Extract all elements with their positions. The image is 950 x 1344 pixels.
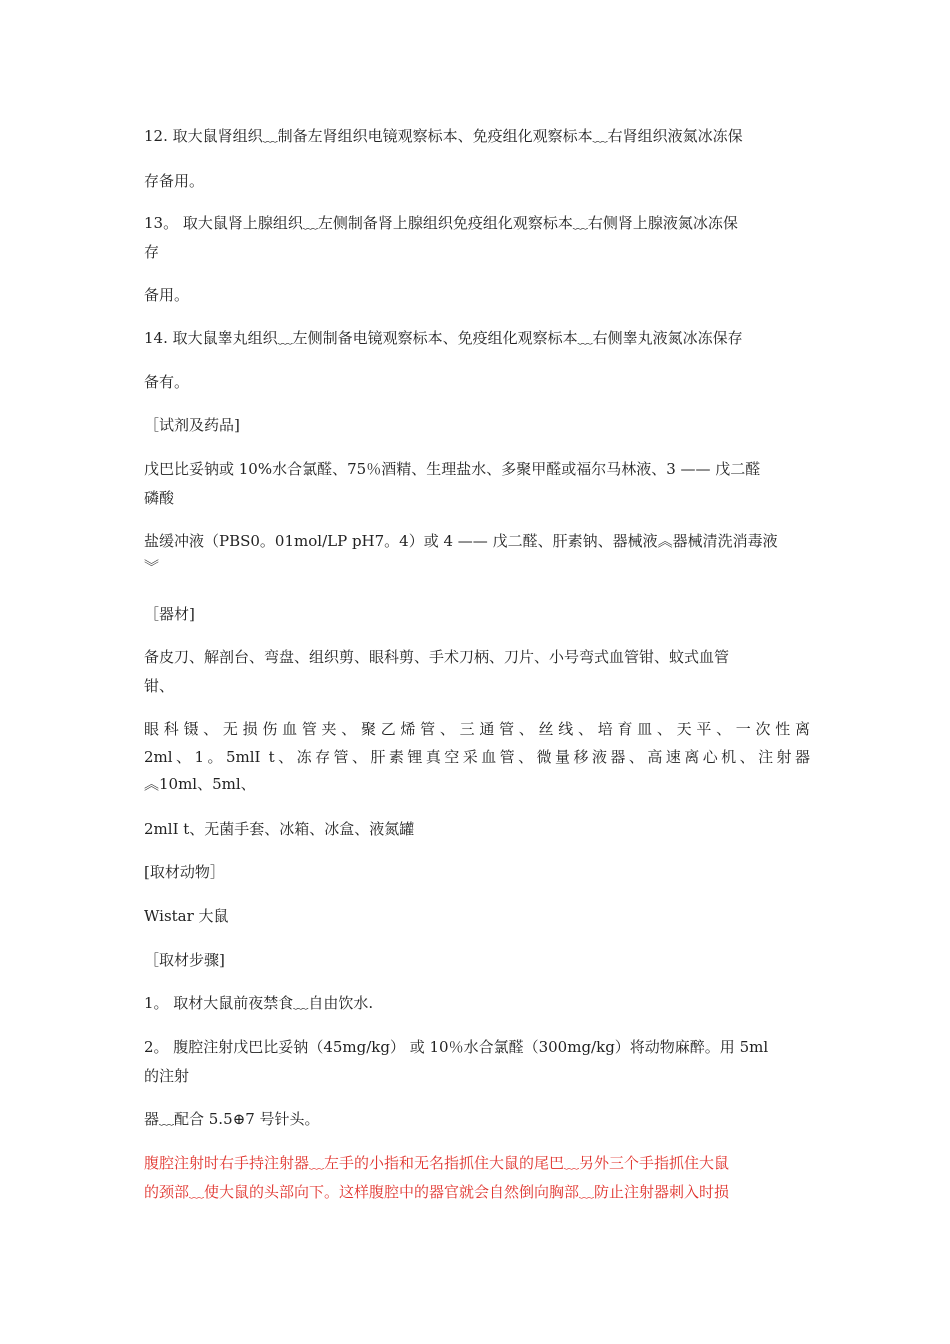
text-line: 的注射 [144,1067,190,1085]
text-line: 存 [144,243,160,261]
text-line: 眼科镊、无损伤血管夹、聚乙烯管、三通管、丝线、培育皿、天平、一次性离 [144,720,810,738]
text-line: 13。 取大鼠肾上腺组织﹏左侧制备肾上腺组织免疫组化观察标本﹏右侧肾上腺液氮冰冻保 [144,214,738,232]
section-heading: ［取材步骤] [144,951,225,969]
text-line: 盐缓冲液（PBS0。01mol/LP pH7。4）或 4 —— 戊二醛、肝素钠、器械液︽器械清洗消毒液 [144,532,778,550]
text-line: 14. 取大鼠睾丸组织﹏左侧制备电镜观察标本、免疫组化观察标本﹏右侧睾丸液氮冰冻保存 [144,329,743,347]
section-heading: ［试剂及药品] [144,416,240,434]
text-line: 备用。 [144,286,190,304]
highlighted-text-line: 腹腔注射时右手持注射器﹏左手的小指和无名指抓住大鼠的尾巴﹏另外三个手指抓住大鼠 [144,1154,730,1172]
text-line: 12. 取大鼠肾组织﹏制备左肾组织电镜观察标本、免疫组化观察标本﹏右肾组织液氮冰冻保 [144,127,743,145]
highlighted-text-line: 的颈部﹏使大鼠的头部向下。这样腹腔中的器官就会自然倒向胸部﹏防止注射器刺入时损 [144,1183,730,1201]
text-line: Wistar 大鼠 [144,907,229,925]
text-line: 备有。 [144,373,190,391]
text-line: 2ml、1。5mlI t、冻存管、肝素锂真空采血管、微量移液器、高速离心机、注射器 [144,748,810,766]
text-line: 器﹏配合 5.5⊕7 号针头。 [144,1110,320,1128]
text-line: ︽10ml、5ml、 [144,775,256,793]
section-heading: [取材动物］ [144,863,225,881]
text-line: 钳、 [144,677,175,695]
text-line: 磷酸 [144,489,175,507]
text-line: 戊巴比妥钠或 10%水合氯醛、75％酒精、生理盐水、多聚甲醛或福尔马林液、3 —— 戊二醛 [144,460,761,478]
section-heading: ［器材] [144,605,195,623]
text-line: 2。 腹腔注射戊巴比妥钠（45mg/kg） 或 10％水合氯醛（300mg/kg）将动物麻醉。用 5ml [144,1038,769,1056]
text-line: 存备用。 [144,172,205,190]
text-line: 备皮刀、解剖台、弯盘、组织剪、眼科剪、手术刀柄、刀片、小号弯式血管钳、蚊式血管 [144,648,730,666]
text-line: 2mlI t、无菌手套、冰箱、冰盒、液氮罐 [144,820,415,838]
text-line: ︾ [144,558,160,576]
text-line: 1。 取材大鼠前夜禁食﹏自由饮水. [144,994,374,1012]
